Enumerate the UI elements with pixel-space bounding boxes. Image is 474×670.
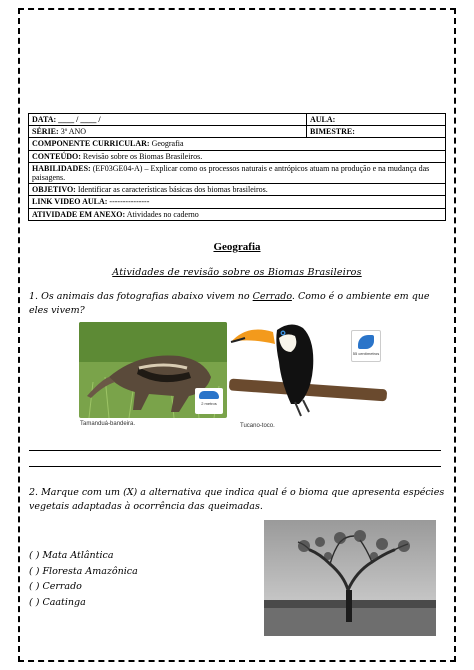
objective-cell: OBJETIVO: Identificar as características básicas dos biomas brasileiros. bbox=[29, 184, 446, 196]
cerrado-tree-photo bbox=[264, 520, 436, 636]
content-cell: CONTEÚDO: Revisão sobre os Biomas Brasileiros. bbox=[29, 150, 446, 162]
attached-cell: ATIVIDADE EM ANEXO: Atividades no caderno bbox=[29, 208, 446, 220]
page-subtitle: Atividades de revisão sobre os Biomas Brasileiros bbox=[112, 267, 362, 278]
anteater-photo bbox=[79, 322, 227, 418]
question-2: 2. Marque com um (X) a alternativa que indica qual é o bioma que apresenta espécies vegetais adaptadas à ocorrência das queimadas. bbox=[29, 487, 445, 512]
header-table bbox=[28, 113, 446, 221]
answer-line-2 bbox=[29, 466, 441, 467]
anteater-caption: Tamanduá-bandeira. bbox=[80, 421, 136, 427]
option-cerrado[interactable]: ( ) Cerrado bbox=[29, 581, 82, 592]
question-2-options bbox=[29, 548, 138, 610]
video-cell: LINK VIDEO AULA: --------------- bbox=[29, 196, 446, 208]
option-mata-atlantica[interactable]: ( ) Mata Atlântica bbox=[29, 550, 114, 561]
page-title: Geografia bbox=[213, 241, 261, 253]
answer-line-1 bbox=[29, 450, 441, 451]
anteater-silhouette-icon bbox=[199, 391, 219, 399]
bimester-cell: BIMESTRE: bbox=[307, 126, 446, 138]
component-cell: COMPONENTE CURRICULAR: Geografia bbox=[29, 138, 446, 150]
toucan-photo bbox=[229, 312, 389, 420]
option-caatinga[interactable]: ( ) Caatinga bbox=[29, 596, 86, 608]
skills-cell: HABILIDADES: (EF03GE04-A) – Explicar como os processos naturais e antrópicos atuam na produção e na mudança das paisagens. bbox=[29, 162, 446, 183]
class-cell: AULA: bbox=[307, 114, 446, 126]
option-floresta-amazonica[interactable]: ( ) Floresta Amazônica bbox=[29, 565, 138, 577]
series-cell: SÉRIE: 3º ANO bbox=[29, 126, 307, 138]
toucan-silhouette-icon bbox=[358, 335, 374, 349]
toucan-caption: Tucano-toco. bbox=[240, 423, 275, 429]
toucan-scale-badge: 55 centímetros bbox=[351, 330, 381, 362]
anteater-scale-badge: 2 metros bbox=[195, 388, 223, 414]
question-1: 1. Os animais das fotografias abaixo vivem no Cerrado. Como é o ambiente em que eles vivem? bbox=[29, 291, 430, 316]
date-cell: DATA: ____ / ____ / bbox=[29, 114, 307, 126]
